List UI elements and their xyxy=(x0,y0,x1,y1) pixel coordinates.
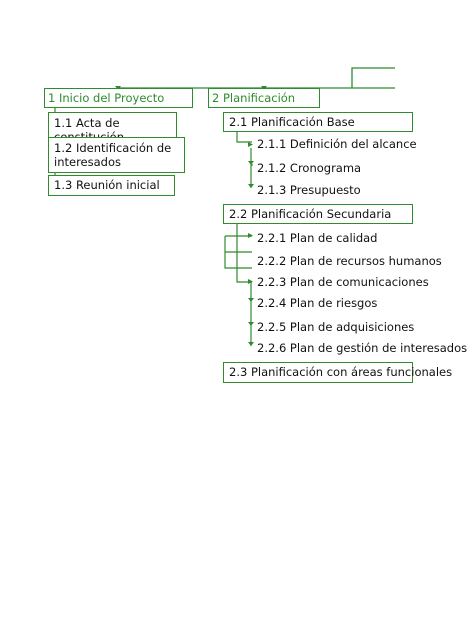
g2-arrow-4 xyxy=(248,298,254,302)
g1-tree xyxy=(237,130,253,188)
phase-1-label: 1 Inicio del Proyecto xyxy=(48,91,165,105)
group-2-2-label: 2.2 Planificación Secundaria xyxy=(229,207,392,221)
task-1-1-label: 1.1 Acta de xyxy=(54,116,120,130)
task-2-2-3: 2.2.3 Plan de comunicaciones xyxy=(257,275,429,289)
phase-1-box xyxy=(44,88,193,108)
task-2-2-6: 2.2.6 Plan de gestión de interesados xyxy=(257,341,467,355)
task-2-2-2: 2.2.2 Plan de recursos humanos xyxy=(257,254,442,268)
task-1-3-box xyxy=(48,175,175,196)
g2-tree xyxy=(225,222,252,346)
g1-arrow-2 xyxy=(248,161,254,165)
g1-arrow-3 xyxy=(248,184,254,188)
task-1-3-label: 1.3 Reunión inicial xyxy=(54,178,160,192)
task-2-2-4: 2.2.4 Plan de riesgos xyxy=(257,296,378,310)
task-2-2-5: 2.2.5 Plan de adquisiciones xyxy=(257,320,415,334)
task-1-2-label: 1.2 Identificación de interesados xyxy=(54,141,172,169)
g1-arrow-1 xyxy=(248,142,253,147)
task-2-1-3: 2.1.3 Presupuesto xyxy=(257,183,361,197)
phase-2-box xyxy=(208,88,320,108)
task-2-1-2: 2.1.2 Cronograma xyxy=(257,161,362,175)
group-2-1-box xyxy=(223,112,413,132)
task-2-2-1: 2.2.1 Plan de calidad xyxy=(257,231,378,245)
g2-arrow-1 xyxy=(248,233,253,238)
group-2-3-label: 2.3 Planificación con áreas funcionales xyxy=(229,365,453,379)
phase-2-label: 2 Planificación xyxy=(212,91,296,105)
g2-arrow-6 xyxy=(248,342,254,346)
group-2-2-box xyxy=(223,204,413,224)
root-connector xyxy=(352,68,395,88)
group-2-3-box xyxy=(223,362,453,383)
task-2-1-1: 2.1.1 Definición del alcance xyxy=(257,137,417,151)
g2-arrow-5 xyxy=(248,322,254,326)
group-2-1-label: 2.1 Planificación Base xyxy=(229,115,355,129)
task-1-1-box xyxy=(48,112,177,140)
task-1-2-box xyxy=(48,137,185,173)
